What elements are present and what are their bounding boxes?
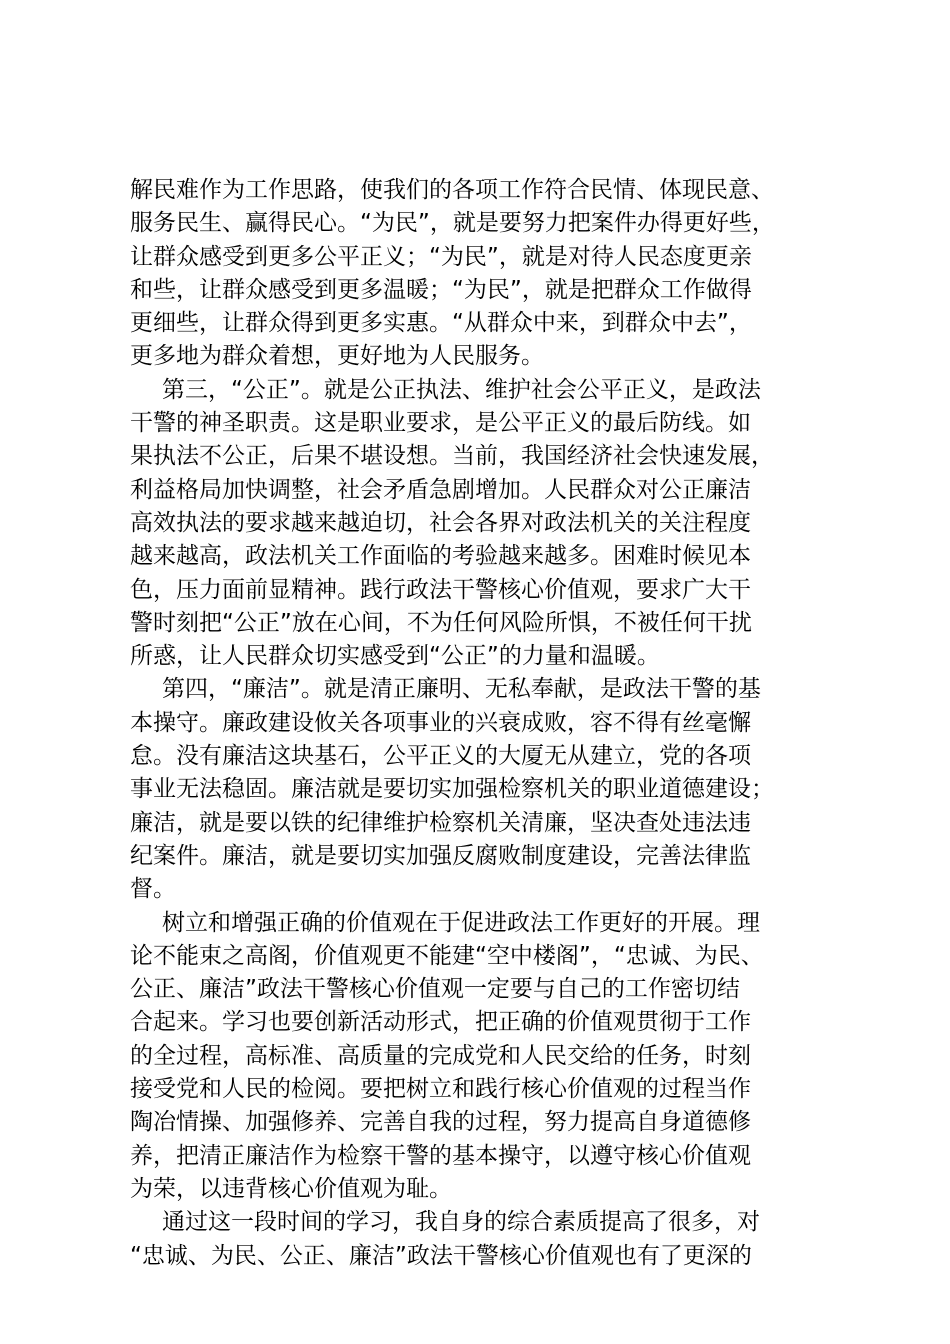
text-line: 果执法不公正，后果不堪设想。当前，我国经济社会快速发展， <box>130 443 774 470</box>
text-line: 公正、廉洁”政法干警核心价值观一定要与自己的工作密切结 <box>130 976 740 1003</box>
text-line: 色，压力面前显精神。践行政法干警核心价值观，要求广大干 <box>130 576 751 603</box>
text-line: 怠。没有廉洁这块基石，公平正义的大厦无从建立，党的各项 <box>130 743 751 770</box>
text-line: 更多地为群众着想，更好地为人民服务。 <box>130 343 544 370</box>
text-line: 为荣，以违背核心价值观为耻。 <box>130 1175 452 1202</box>
text-line: 服务民生、赢得民心。“为民”，就是要努力把案件办得更好些， <box>130 210 775 237</box>
text-line: 所惑，让人民群众切实感受到“公正”的力量和温暖。 <box>130 643 660 670</box>
text-line: 合起来。学习也要创新活动形式，把正确的价值观贯彻于工作 <box>130 1009 751 1036</box>
text-line: “忠诚、为民、公正、廉洁”政法干警核心价值观也有了更深的 <box>130 1242 752 1269</box>
text-line: 解民难作为工作思路，使我们的各项工作符合民情、体现民意、 <box>130 177 774 203</box>
document-body <box>130 174 830 1273</box>
text-line: 第四，“廉洁”。就是清正廉明、无私奉献，是政法干警的基 <box>162 676 761 703</box>
text-line: 通过这一段时间的学习，我自身的综合素质提高了很多，对 <box>162 1209 760 1236</box>
text-line: 高效执法的要求越来越迫切，社会各界对政法机关的关注程度 <box>130 509 751 536</box>
text-line: 论不能束之高阁，价值观更不能建“空中楼阁”，“忠诚、为民、 <box>130 942 764 969</box>
text-line: 的全过程，高标准、高质量的完成党和人民交给的任务，时刻 <box>130 1042 751 1069</box>
text-line: 警时刻把“公正”放在心间，不为任何风险所惧，不被任何干扰 <box>130 609 752 636</box>
text-line: 和些，让群众感受到更多温暖；“为民”，就是把群众工作做得 <box>130 276 752 303</box>
text-line: 树立和增强正确的价值观在于促进政法工作更好的开展。理 <box>162 909 760 936</box>
text-line: 事业无法稳固。廉洁就是要切实加强检察机关的职业道德建设； <box>130 776 774 803</box>
text-line: 陶冶情操、加强修养、完善自我的过程，努力提高自身道德修 <box>130 1109 751 1136</box>
text-line: 更细些，让群众得到更多实惠。“从群众中来，到群众中去”， <box>130 310 752 337</box>
text-line: 纪案件。廉洁，就是要切实加强反腐败制度建设，完善法律监 <box>130 842 751 869</box>
text-line: 越来越高，政法机关工作面临的考验越来越多。困难时候见本 <box>130 543 751 570</box>
text-line: 廉洁，就是要以铁的纪律维护检察机关清廉，坚决查处违法违 <box>130 809 751 836</box>
text-line: 接受党和人民的检阅。要把树立和践行核心价值观的过程当作 <box>130 1076 751 1103</box>
text-line: 第三，“公正”。就是公正执法、维护社会公平正义，是政法 <box>162 376 761 403</box>
text-line: 利益格局加快调整，社会矛盾急剧增加。人民群众对公正廉洁 <box>130 476 751 503</box>
text-line: 让群众感受到更多公平正义；“为民”，就是对待人民态度更亲 <box>130 243 752 270</box>
text-line: 养，把清正廉洁作为检察干警的基本操守，以遵守核心价值观 <box>130 1142 751 1169</box>
text-line: 干警的神圣职责。这是职业要求，是公平正义的最后防线。如 <box>130 410 751 437</box>
text-line: 督。 <box>130 876 176 903</box>
text-line: 本操守。廉政建设攸关各项事业的兴衰成败，容不得有丝毫懈 <box>130 709 751 736</box>
